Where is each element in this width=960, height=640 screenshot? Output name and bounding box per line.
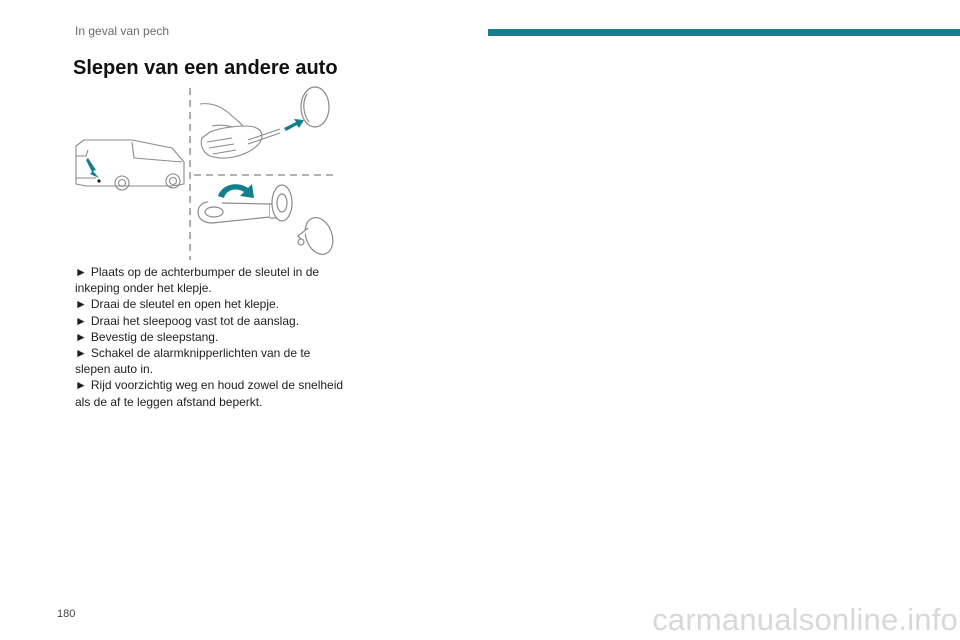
instruction-step: [75, 345, 345, 377]
watermark: carmanualsonline.info: [652, 602, 958, 637]
instruction-text: Plaats op de achterbumper de sleutel in de inkeping onder het klepje.: [75, 265, 320, 296]
arrow-bullet-icon: ►: [75, 297, 87, 312]
instruction-step: [75, 313, 345, 329]
instruction-text: Schakel de alarmknipperlichten van de te slepen auto in.: [75, 346, 311, 377]
instruction-text: Draai de sleutel en open het klepje.: [90, 297, 280, 312]
arrow-bullet-icon: ►: [75, 346, 87, 361]
towing-eye-illustration: [72, 86, 338, 262]
accent-bar: [488, 29, 960, 36]
instruction-list: [75, 264, 345, 410]
arrow-bullet-icon: ►: [75, 265, 87, 279]
arrow-bullet-icon: ►: [75, 329, 87, 344]
section-title: Slepen van een andere auto: [73, 57, 338, 79]
instruction-step: [75, 377, 345, 409]
instruction-step: [75, 296, 345, 312]
key-insert-arrow-icon: [284, 119, 304, 131]
instruction-text: Bevestig de sleepstang.: [90, 329, 219, 344]
bumper-point-icon: [97, 179, 100, 182]
instruction-text: Rijd voorzichtig weg en houd zowel de snelheid als de af te leggen afstand beperkt.: [75, 378, 344, 409]
arrow-bullet-icon: ►: [75, 313, 87, 328]
arrow-bullet-icon: ►: [75, 378, 87, 393]
rotate-arrow-icon: [218, 184, 254, 198]
instruction-step: [75, 264, 345, 296]
page-number: 180: [57, 608, 76, 620]
running-header: In geval van pech: [75, 24, 170, 38]
instruction-step: [75, 329, 345, 345]
hand-with-key-icon: [200, 104, 280, 158]
bumper-flap-icon: [301, 87, 329, 127]
instruction-text: Draai het sleepoog vast tot de aanslag.: [90, 313, 300, 328]
location-arrow-icon: [86, 158, 99, 178]
removed-flap-icon: [298, 214, 338, 259]
